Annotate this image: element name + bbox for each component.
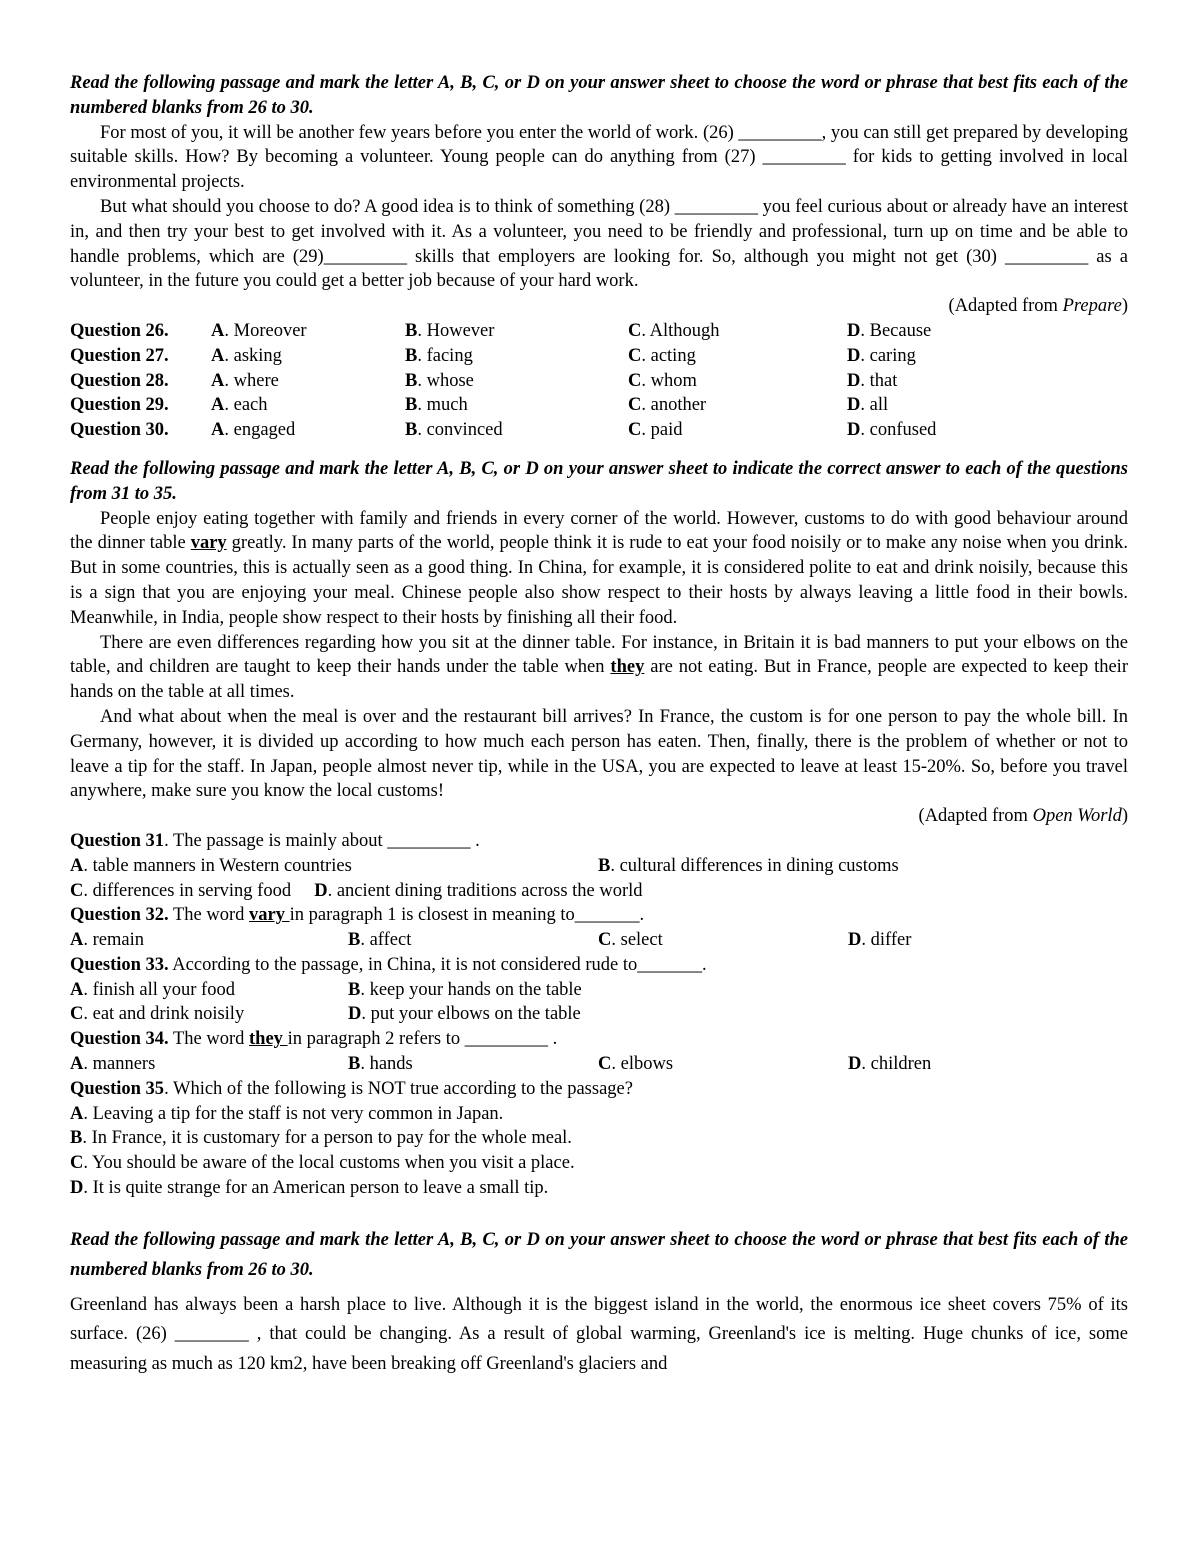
- option-c[interactable]: C. paid: [628, 420, 683, 441]
- question-29: Question 29. A. each B. much C. another D. all: [70, 393, 1128, 418]
- passage-2-paragraph-1: People enjoy eating together with family and friends in every corner of the world. However, customs to do with good behaviour around the dinner table vary greatly. In many parts of the world, people think it is rude to eat your food noisily or to make any noise when you drink. But in some countries, this is actually seen as a good thing. In China, for example, it is considered polite to eat and drink noisily, because this is a sign that you are enjoying your meal. Chinese people also show respect to their hosts by always leaving a little food in their bowls. Meanwhile, in India, people show respect to their hosts by finishing all their food.: [70, 508, 1128, 628]
- option-d[interactable]: D. put your elbows on the table: [348, 1004, 581, 1025]
- option-b[interactable]: B. facing: [405, 345, 473, 366]
- option-a[interactable]: A. remain: [70, 930, 144, 951]
- option-d[interactable]: D. ancient dining traditions across the world: [314, 880, 643, 901]
- question-32: Question 32. The word vary in paragraph 1 is closest in meaning to_______. A. remain B. affect C. select D. differ: [70, 903, 1128, 953]
- option-d[interactable]: D. Because: [847, 320, 932, 341]
- option-b[interactable]: B. keep your hands on the table: [348, 979, 582, 1000]
- question-28: Question 28. A. where B. whose C. whom D. that: [70, 369, 1128, 394]
- option-b[interactable]: B. affect: [348, 930, 412, 951]
- option-a[interactable]: A. Moreover: [211, 320, 307, 341]
- passage-1-paragraph-2: But what should you choose to do? A good idea is to think of something (28) _________ you feel curious about or already have an interest in, and then try your best to get involved with it. As a volunteer, you need to be friendly and professional, turn up on time and be able to handle problems, which are (29)_________ skills that employers are looking for. So, although you might not get (30) _________ as a volunteer, in the future you could get a better job because of your hard work.: [70, 196, 1128, 292]
- option-a[interactable]: A. finish all your food: [70, 979, 235, 1000]
- keyword-vary: vary: [190, 533, 227, 554]
- passage-1-source: (Adapted from Prepare): [948, 296, 1128, 317]
- option-d[interactable]: D. confused: [847, 420, 937, 441]
- question-34: Question 34. The word they in paragraph 2 refers to _________ . A. manners B. hands C. elbows D. children: [70, 1027, 1128, 1077]
- passage-2-paragraph-2: There are even differences regarding how you sit at the dinner table. For instance, in Britain it is bad manners to put your elbows on the table, and children are taught to keep their hands under the table when they are not eating. But in France, people are expected to keep their hands on the table at all times.: [70, 632, 1128, 703]
- option-a[interactable]: A. table manners in Western countries: [70, 855, 352, 876]
- option-c[interactable]: C. whom: [628, 370, 697, 391]
- option-a[interactable]: A. manners: [70, 1054, 156, 1075]
- option-b[interactable]: B. hands: [348, 1054, 413, 1075]
- option-c[interactable]: C. eat and drink noisily: [70, 1004, 245, 1025]
- option-b[interactable]: B. cultural differences in dining customs: [598, 855, 899, 876]
- option-b[interactable]: B. whose: [405, 370, 474, 391]
- question-list-26-30: [70, 319, 1128, 443]
- question-30: Question 30. A. engaged B. convinced C. paid D. confused: [70, 418, 1128, 443]
- option-d[interactable]: D. caring: [847, 345, 916, 366]
- passage-2-paragraph-3: And what about when the meal is over and the restaurant bill arrives? In France, the custom is for one person to pay the whole bill. In Germany, however, it is divided up according to how much each person has eaten. Then, finally, there is the problem of whether or not to leave a tip for the staff. In Japan, people almost never tip, while in the USA, you are expected to leave at least 15-20%. So, before you travel anywhere, make sure you know the local customs!: [70, 706, 1128, 802]
- question-35: Question 35. Which of the following is NOT true according to the passage? A. Leaving a tip for the staff is not very common in Japan. B. In France, it is customary for a person to pay for the whole meal. C. You should be aware of the local customs when you visit a place. D. It is quite strange for an American person to leave a small tip.: [70, 1077, 1128, 1201]
- passage-2-source: (Adapted from Open World): [918, 806, 1128, 827]
- section-1: [70, 71, 1128, 443]
- option-c[interactable]: C. another: [628, 395, 707, 416]
- option-c[interactable]: C. differences in serving food: [70, 880, 292, 901]
- option-a[interactable]: A. where: [211, 370, 279, 391]
- option-d[interactable]: D. It is quite strange for an American person to leave a small tip.: [70, 1178, 549, 1199]
- keyword-they: they: [610, 657, 645, 678]
- exam-page: [70, 71, 1128, 1379]
- section-2: [70, 457, 1128, 1201]
- option-c[interactable]: C. select: [598, 930, 663, 951]
- option-a[interactable]: A. asking: [211, 345, 282, 366]
- option-d[interactable]: D. differ: [848, 930, 912, 951]
- option-c[interactable]: C. elbows: [598, 1054, 674, 1075]
- passage-3-paragraph: Greenland has always been a harsh place to live. Although it is the biggest island in the world, the enormous ice sheet covers 75% of its surface. (26) ________ , that could be changing. As a result of global warming, Greenland's ice is melting. Huge chunks of ice, some measuring as much as 120 km2, have been breaking off Greenland's glaciers and: [70, 1294, 1128, 1374]
- question-33: Question 33. According to the passage, in China, it is not considered rude to_______. A. finish all your food B. keep your hands on the table C. eat and drink noisily D. put your elbows on the table: [70, 953, 1128, 1027]
- option-d[interactable]: D. all: [847, 395, 889, 416]
- option-b[interactable]: B. much: [405, 395, 468, 416]
- option-b[interactable]: B. convinced: [405, 420, 503, 441]
- option-c[interactable]: C. acting: [628, 345, 696, 366]
- section-3: [70, 1225, 1128, 1379]
- option-d[interactable]: D. that: [847, 370, 898, 391]
- section-1-instruction: Read the following passage and mark the letter A, B, C, or D on your answer sheet to choose the word or phrase that best fits each of the numbered blanks from 26 to 30.: [70, 73, 1128, 118]
- option-a[interactable]: A. each: [211, 395, 268, 416]
- section-2-instruction: Read the following passage and mark the letter A, B, C, or D on your answer sheet to indicate the correct answer to each of the questions from 31 to 35.: [70, 458, 1128, 504]
- option-c[interactable]: C. Although: [628, 320, 720, 341]
- question-27: Question 27. A. asking B. facing C. acting D. caring: [70, 344, 1128, 369]
- option-b[interactable]: B. However: [405, 320, 495, 341]
- option-a[interactable]: A. Leaving a tip for the staff is not very common in Japan.: [70, 1103, 504, 1124]
- question-31: Question 31. The passage is mainly about _________ . A. table manners in Western countries B. cultural differences in dining customs C. differences in serving food D. ancient dining traditions across the world: [70, 829, 1128, 903]
- option-b[interactable]: B. In France, it is customary for a person to pay for the whole meal.: [70, 1128, 572, 1149]
- passage-1-paragraph-1: For most of you, it will be another few years before you enter the world of work. (26) _________, you can still get prepared by developing suitable skills. How? By becoming a volunteer. Young people can do anything from (27) _________ for kids to getting involved in local environmental projects.: [70, 122, 1128, 193]
- q31-options-cd: [70, 879, 1128, 904]
- option-a[interactable]: A. engaged: [211, 420, 296, 441]
- question-26: Question 26. A. Moreover B. However C. Although D. Because: [70, 319, 1128, 344]
- section-3-instruction: Read the following passage and mark the letter A, B, C, or D on your answer sheet to choose the word or phrase that best fits each of the numbered blanks from 26 to 30.: [70, 1229, 1128, 1280]
- option-c[interactable]: C. You should be aware of the local customs when you visit a place.: [70, 1153, 575, 1174]
- option-d[interactable]: D. children: [848, 1054, 932, 1075]
